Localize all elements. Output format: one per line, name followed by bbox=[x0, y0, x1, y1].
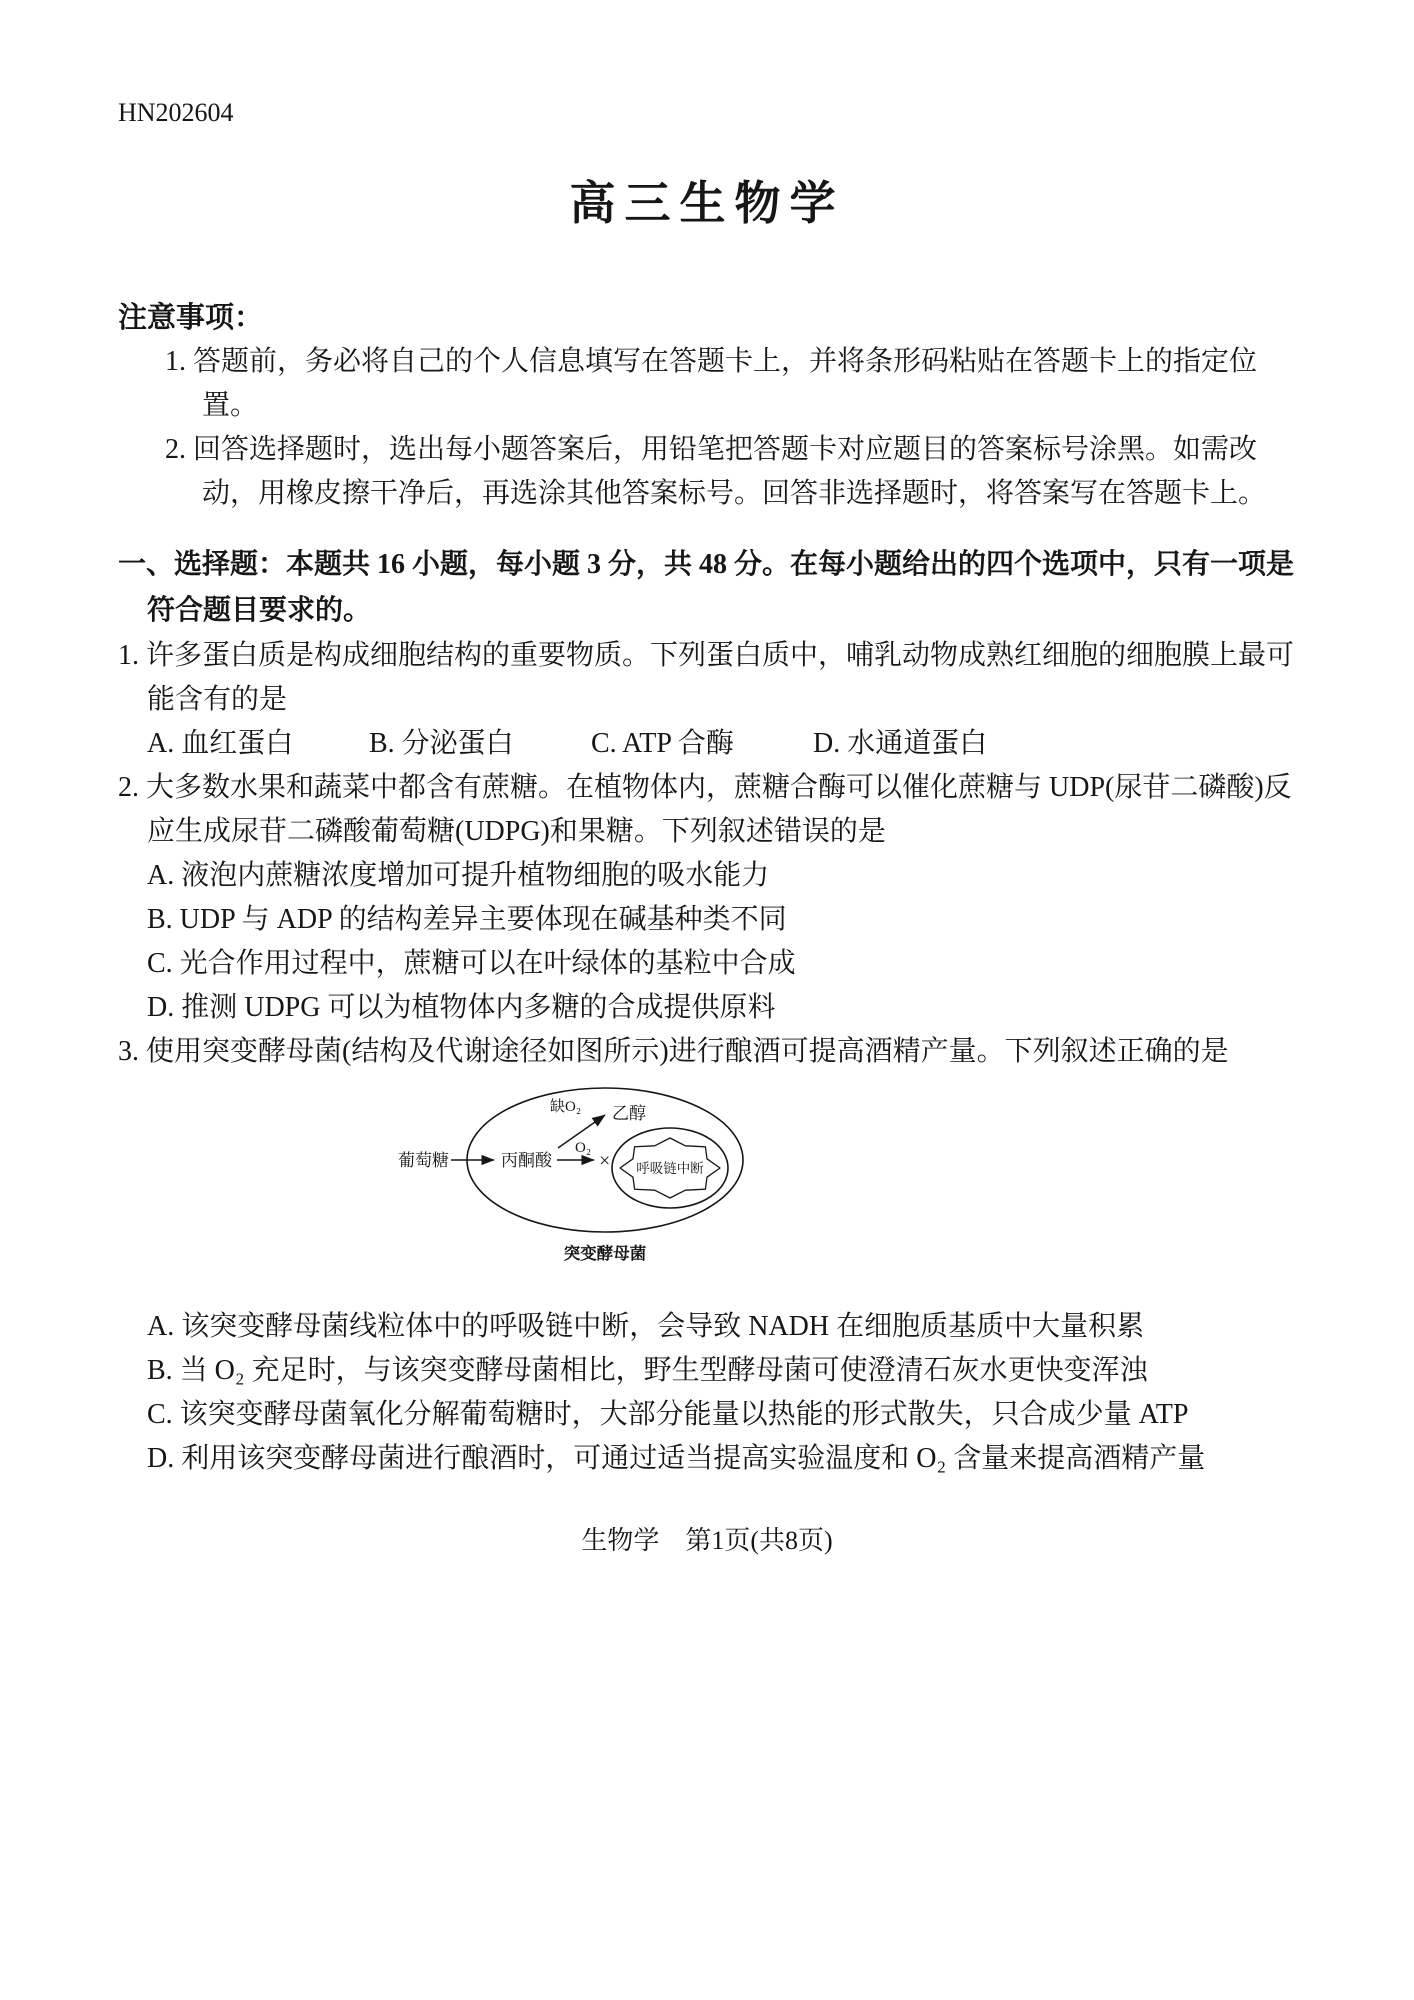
question-3 bbox=[118, 1030, 1296, 1481]
question-1-option-a: A. 血红蛋白 bbox=[147, 728, 294, 759]
diagram-caption: 突变酵母菌 bbox=[563, 1244, 647, 1263]
question-2-option-c: C. 光合作用过程中，蔗糖可以在叶绿体的基粒中合成 bbox=[147, 948, 796, 979]
paper-title: 高三生物学 bbox=[569, 178, 845, 229]
respiratory-chain-label: 呼吸链中断 bbox=[636, 1161, 704, 1176]
question-2-option-d: D. 推测 UDPG 可以为植物体内多糖的合成提供原料 bbox=[147, 992, 776, 1023]
notice-section bbox=[118, 296, 1296, 516]
question-3-option-b: B. 当 O₂ 充足时，与该突变酵母菌相比，野生型酵母菌可使澄清石灰水更快变浑浊 bbox=[147, 1355, 1148, 1386]
question-3-options bbox=[118, 1305, 1296, 1481]
question-2-option-b: B. UDP 与 ADP 的结构差异主要体现在碱基种类不同 bbox=[147, 904, 787, 935]
yeast-diagram-svg bbox=[398, 1082, 868, 1287]
question-1 bbox=[118, 634, 1296, 766]
notice-heading: 注意事项： bbox=[118, 302, 264, 334]
question-1-option-c: C. ATP 合酶 bbox=[591, 728, 734, 759]
section-heading: 一、选择题：本题共 16 小题，每小题 3 分，共 48 分。在每小题给出的四个选项中，只有一项是符合题目要求的。 bbox=[118, 549, 1295, 626]
question-1-option-d: D. 水通道蛋白 bbox=[813, 728, 988, 759]
question-2-options bbox=[118, 854, 1296, 1030]
ethanol-label: 乙醇 bbox=[612, 1104, 646, 1123]
question-3-option-c: C. 该突变酵母菌氧化分解葡萄糖时，大部分能量以热能的形式散失，只合成少量 ATP bbox=[147, 1399, 1189, 1430]
question-3-option-d: D. 利用该突变酵母菌进行酿酒时，可通过适当提高实验温度和 O₂ 含量来提高酒精产量 bbox=[147, 1443, 1206, 1474]
notice-item-2: 2. 回答选择题时，选出每小题答案后，用铅笔把答题卡对应题目的答案标号涂黑。如需改动，用橡皮擦干净后，再选涂其他答案标号。回答非选择题时，将答案写在答题卡上。 bbox=[165, 434, 1267, 509]
question-2-stem: 2. 大多数水果和蔬菜中都含有蔗糖。在植物体内，蔗糖合酶可以催化蔗糖与 UDP(尿苷二磷酸)反应生成尿苷二磷酸葡萄糖(UDPG)和果糖。下列叙述错误的是 bbox=[118, 772, 1292, 847]
yeast-cell-diagram bbox=[398, 1082, 878, 1301]
pyruvate-label: 丙酮酸 bbox=[501, 1151, 552, 1170]
question-2-option-a: A. 液泡内蔗糖浓度增加可提升植物细胞的吸水能力 bbox=[147, 860, 770, 891]
page-footer: 生物学 第1页(共8页) bbox=[581, 1526, 833, 1555]
question-2 bbox=[118, 766, 1296, 1030]
blocked-x-mark: × bbox=[599, 1150, 611, 1172]
question-1-option-b: B. 分泌蛋白 bbox=[369, 728, 514, 759]
no-oxygen-label: 缺O₂ bbox=[550, 1099, 582, 1115]
oxygen-label: O₂ bbox=[575, 1140, 592, 1156]
glucose-label: 葡萄糖 bbox=[398, 1151, 449, 1170]
question-1-options bbox=[118, 722, 1296, 766]
question-3-stem: 3. 使用突变酵母菌(结构及代谢途径如图所示)进行酿酒可提高酒精产量。下列叙述正确的是 bbox=[118, 1036, 1229, 1067]
question-3-option-a: A. 该突变酵母菌线粒体中的呼吸链中断，会导致 NADH 在细胞质基质中大量积累 bbox=[147, 1311, 1145, 1342]
paper-code: HN202604 bbox=[118, 98, 234, 127]
question-1-stem: 1. 许多蛋白质是构成细胞结构的重要物质。下列蛋白质中，哺乳动物成熟红细胞的细胞膜上最可能含有的是 bbox=[118, 640, 1295, 715]
notice-item-1: 1. 答题前，务必将自己的个人信息填写在答题卡上，并将条形码粘贴在答题卡上的指定位置。 bbox=[165, 346, 1258, 421]
